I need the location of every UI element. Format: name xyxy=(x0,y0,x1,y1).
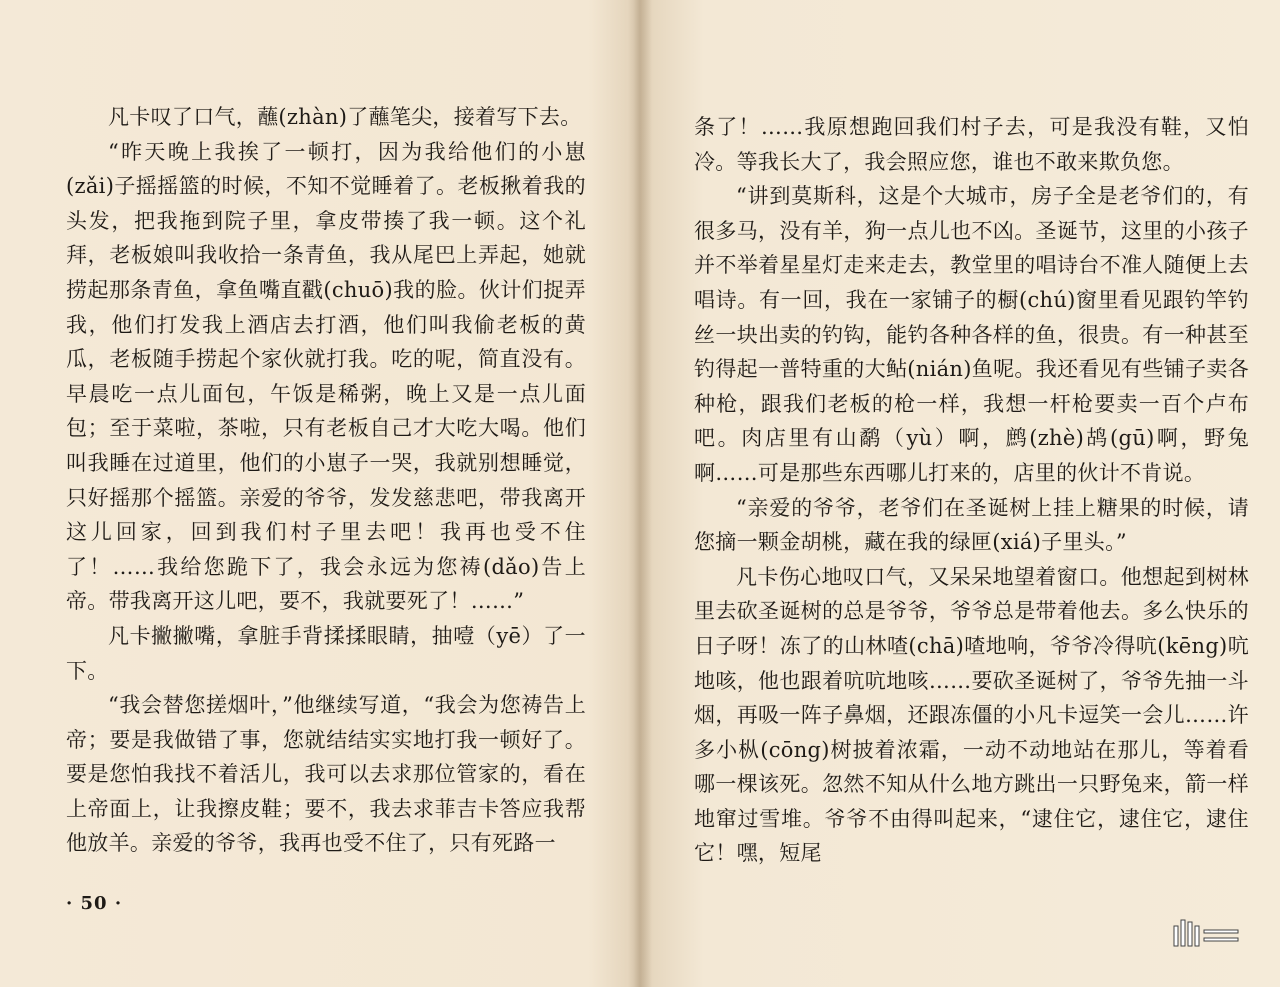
left-page-text xyxy=(66,100,586,861)
page-number: · 50 · xyxy=(66,893,123,914)
toutiao-logo-icon xyxy=(1172,916,1242,950)
paragraph: “讲到莫斯科，这是个大城市，房子全是老爷们的，有很多马，没有羊，狗一点儿也不凶。圣诞节，这里的小孩子并不举着星星灯走来走去，教堂里的唱诗台不准人随便上去唱诗。有一回，我在一家铺子的橱(chú)窗里看见跟钓竿钓丝一块出卖的钓钩，能钓各种各样的鱼，很贵。有一种甚至钓得起一普特重的大鲇(nián)鱼呢。我还看见有些铺子卖各种枪，跟我们老板的枪一样，我想一杆枪要卖一百个卢布吧。肉店里有山鹬（yù）啊，鹧(zhè)鸪(gū)啊，野兔啊……可是那些东西哪儿打来的，店里的伙计不肯说。 xyxy=(694,184,1249,485)
paragraph: “昨天晚上我挨了一顿打，因为我给他们的小崽(zǎi)子摇摇篮的时候，不知不觉睡着了。老板揪着我的头发，把我拖到院子里，拿皮带揍了我一顿。这个礼拜，老板娘叫我收拾一条青鱼，我从尾巴上弄起，她就捞起那条青鱼，拿鱼嘴直戳(chuō)我的脸。伙计们捉弄我，他们打发我上酒店去打酒，他们叫我偷老板的黄瓜，老板随手捞起个家伙就打我。吃的呢，简直没有。早晨吃一点儿面包，午饭是稀粥，晚上又是一点儿面包；至于菜啦，茶啦，只有老板自己才大吃大喝。他们叫我睡在过道里，他们的小崽子一哭，我就别想睡觉，只好摇那个摇篮。亲爱的爷爷，发发慈悲吧，带我离开这儿回家，回到我们村子里去吧！我再也受不住了！……我给您跪下了，我会永远为您祷(dǎo)告上帝。带我离开这儿吧，要不，我就要死了！……” xyxy=(66,139,586,614)
paragraph: “我会替您搓烟叶，”他继续写道，“我会为您祷告上帝；要是我做错了事，您就结结实实地打我一顿好了。要是您怕我找不着活儿，我可以去求那位管家的，看在上帝面上，让我擦皮鞋；要不，我去求菲吉卡答应我帮他放羊。亲爱的爷爷，我再也受不住了，只有死路一 xyxy=(66,693,586,856)
watermark-logo xyxy=(1172,916,1242,957)
paragraph: 条了！……我原想跑回我们村子去，可是我没有鞋，又怕冷。等我长大了，我会照应您，谁也不敢来欺负您。 xyxy=(694,115,1249,174)
right-page-text xyxy=(694,110,1249,871)
paragraph: “亲爱的爷爷，老爷们在圣诞树上挂上糖果的时候，请您摘一颗金胡桃，藏在我的绿匣(xiá)子里头。” xyxy=(694,495,1249,555)
paragraph: 凡卡叹了口气，蘸(zhàn)了蘸笔尖，接着写下去。 xyxy=(108,105,582,129)
paragraph: 凡卡撇撇嘴，拿脏手背揉揉眼睛，抽噎（yē）了一下。 xyxy=(66,623,586,683)
right-page xyxy=(640,0,1280,987)
paragraph: 凡卡伤心地叹口气，又呆呆地望着窗口。他想起到树林里去砍圣诞树的总是爷爷，爷爷总是带着他去。多么快乐的日子呀！冻了的山林喳(chā)喳地响，爷爷冷得吭(kēng)吭地咳，他也跟着吭吭地咳……要砍圣诞树了，爷爷先抽一斗烟，再吸一阵子鼻烟，还跟冻僵的小凡卡逗笑一会儿……许多小枞(cōng)树披着浓霜，一动不动地站在那儿，等着看哪一棵该死。忽然不知从什么地方跳出一只野兔来，箭一样地窜过雪堆。爷爷不由得叫起来，“逮住它，逮住它，逮住它！嘿，短尾 xyxy=(694,564,1249,866)
